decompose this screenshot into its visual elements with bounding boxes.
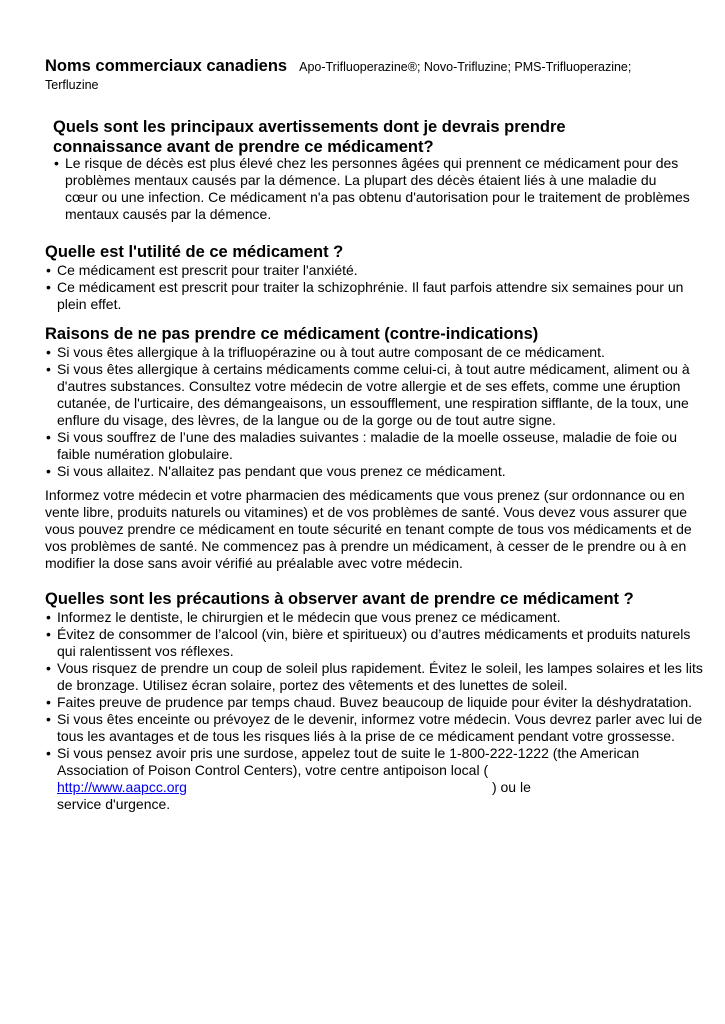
overdose-text-after-link: ) ou le [491,779,531,795]
warnings-list [53,155,693,223]
overdose-text: Si vous pensez avoir pris une surdose, appelez tout de suite le 1-800-222-1222 (the American Association of Poison Control Centers), votre centre antipoison local ( [57,745,640,778]
overdose-text-end: service d'urgence. [57,796,171,812]
list-item: • Évitez de consommer de l’alcool (vin, bière et spiritueux) ou d’autres médicaments et produits naturels qui ralentissent vos réflexes. [45,626,705,660]
list-item: • Faites preuve de prudence par temps chaud. Buvez beaucoup de liquide pour éviter la déshydratation. [45,694,705,711]
contraindications-list [45,344,705,480]
list-item: • Si vous êtes allergique à la trifluopérazine ou à tout autre composant de ce médicament. [45,344,705,361]
precautions-list [45,609,705,813]
contraindications-heading: Raisons de ne pas prendre ce médicament (contre-indications) [45,325,539,343]
brand-names-list: Apo-Trifluoperazine®; Novo-Trifluzine; PMS-Trifluoperazine; [299,60,632,74]
aapcc-link[interactable]: http://www.aapcc.org [57,779,187,795]
precautions-heading: Quelles sont les précautions à observer avant de prendre ce médicament ? [45,590,634,608]
list-item: • Ce médicament est prescrit pour traiter l'anxiété. [45,262,705,279]
list-item: • Si vous souffrez de l’une des maladies suivantes : maladie de la moelle osseuse, maladie de foie ou faible numération globulaire. [45,429,705,463]
list-item: • Si vous êtes allergique à certains médicaments comme celui-ci, à tout autre médicament, aliment ou à d'autres substances. Consultez votre médecin de votre allergie et de ses effets, comme une éruption cutanée, de l'urticaire, des démangeaisons, un essoufflement, une respiration sifflante, de la toux, une enflure du visage, des lèvres, de la langue ou de la gorge ou de tout autre signe. [45,361,705,429]
list-item: • Si vous allaitez. N'allaitez pas pendant que vous prenez ce médicament. [45,463,705,480]
uses-heading: Quelle est l'utilité de ce médicament ? [45,243,344,261]
list-item: • Le risque de décès est plus élevé chez les personnes âgées qui prennent ce médicament pour des problèmes mentaux causés par la démence. La plupart des décès étaient liés à une maladie du cœur ou une infection. Ce médicament n'a pas obtenu d'autorisation pour le traitement de problèmes mentaux causés par la démence. [53,155,693,223]
warnings-heading: Quels sont les principaux avertissements dont je devrais prendre connaissance avant de prendre ce médicament? [53,118,566,156]
medication-info-paragraph: Informez votre médecin et votre pharmacien des médicaments que vous prenez (sur ordonnance ou en vente libre, produits naturels ou vitamines) et de vos problèmes de santé. Vous devez vous assurer que vous pouvez prendre ce médicament en toute sécurité en tenant compte de tous vos médicaments et de vos problèmes de santé. Ne commencez pas à prendre un médicament, à cesser de le prendre ou à en modifier la dose sans avoir vérifié au préalable avec votre médecin. [45,487,692,571]
list-item: • Vous risquez de prendre un coup de soleil plus rapidement. Évitez le soleil, les lampes solaires et les lits de bronzage. Utilisez écran solaire, portez des vêtements et des lunettes de soleil. [45,660,705,694]
list-item: • Informez le dentiste, le chirurgien et le médecin que vous prenez ce médicament. [45,609,705,626]
brand-names-list-continued: Terfluzine [45,78,99,92]
overdose-list-item [45,745,705,813]
uses-list [45,262,705,313]
list-item: • Si vous êtes enceinte ou prévoyez de le devenir, informez votre médecin. Vous devrez parler avec lui de tous les avantages et de tous les risques liés à la prise de ce médicament pendant votre grossesse. [45,711,705,745]
brand-names-header [45,57,695,92]
brand-title: Noms commerciaux canadiens [45,57,288,75]
list-item: • Ce médicament est prescrit pour traiter la schizophrénie. Il faut parfois attendre six semaines pour un plein effet. [45,279,705,313]
